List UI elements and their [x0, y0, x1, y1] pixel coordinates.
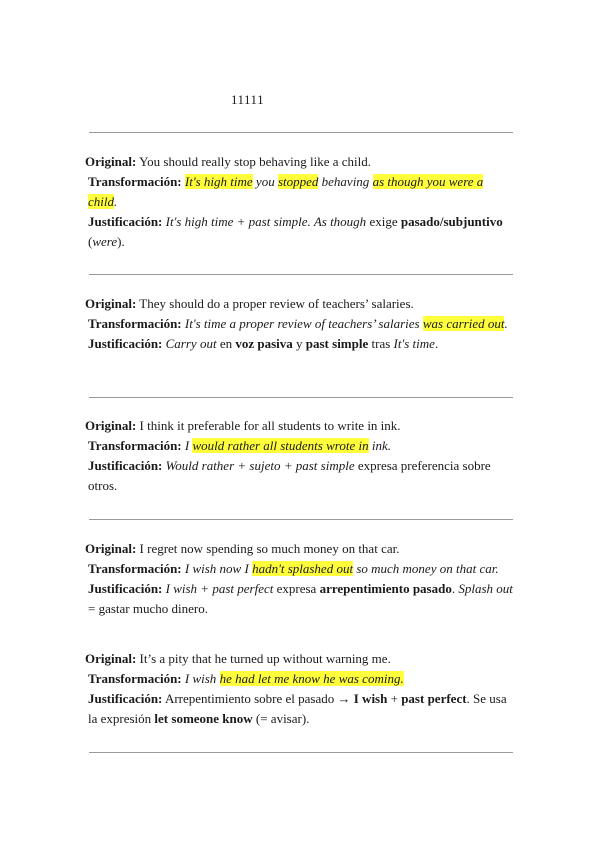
- text-run: expresa: [273, 581, 320, 596]
- original-text: They should do a proper review of teachers’ salaries.: [139, 296, 414, 311]
- text-run: exige: [366, 214, 401, 229]
- text-run: so much money on that car.: [353, 561, 499, 576]
- exercise-entry: [85, 416, 515, 496]
- justification-label: Justificación:: [88, 691, 163, 706]
- text-run: It's time: [393, 336, 435, 351]
- text-run: I wish: [184, 671, 220, 686]
- text-run: en: [216, 336, 236, 351]
- original-text: I regret now spending so much money on that car.: [139, 541, 400, 556]
- text-run: I wish now I: [184, 561, 253, 576]
- text-run: would rather all students wrote in: [192, 438, 369, 453]
- transformation-line: [85, 172, 515, 212]
- original-line: [85, 152, 515, 172]
- transformation-line: [85, 436, 515, 456]
- text-run: expresa preferencia sobre otros.: [88, 458, 491, 493]
- divider: [89, 397, 513, 398]
- original-text: I think it preferable for all students to write in ink.: [139, 418, 401, 433]
- divider: [89, 519, 513, 520]
- text-run: was carried out: [422, 316, 505, 331]
- exercise-entry: [85, 152, 515, 252]
- text-run: arrepentimiento pasado: [319, 581, 452, 596]
- original-label: Original:: [85, 154, 137, 169]
- text-run: It's time a proper review of teachers’ salaries: [184, 316, 423, 331]
- justification-label: Justificación:: [88, 336, 163, 351]
- text-run: +: [387, 691, 402, 706]
- transformation-line: [85, 669, 515, 689]
- transformation-label: Transformación:: [88, 174, 182, 189]
- text-run: Would rather + sujeto + past simple: [165, 458, 355, 473]
- text-run: were: [92, 234, 118, 249]
- exercise-entry: [85, 294, 515, 354]
- transformation-label: Transformación:: [88, 438, 182, 453]
- transformation-text: [185, 561, 499, 576]
- original-text: You should really stop behaving like a child.: [139, 154, 371, 169]
- original-text: It’s a pity that he turned up without warning me.: [139, 651, 391, 666]
- exercise-entry: [85, 649, 515, 729]
- original-label: Original:: [85, 296, 137, 311]
- text-run: It's high time + past simple. As though: [165, 214, 367, 229]
- original-label: Original:: [85, 541, 137, 556]
- original-line: [85, 539, 515, 559]
- justification-line: [85, 456, 515, 496]
- page-number: 11111: [231, 92, 265, 107]
- original-line: [85, 649, 515, 669]
- text-run: let someone know: [154, 711, 253, 726]
- exercise-entry: [85, 539, 515, 619]
- justification-label: Justificación:: [88, 458, 163, 473]
- text-run: I wish + past perfect: [165, 581, 274, 596]
- text-run: I: [184, 438, 193, 453]
- text-run: past perfect: [401, 691, 467, 706]
- justification-line: [85, 579, 515, 619]
- justification-label: Justificación:: [88, 214, 163, 229]
- text-run: ink.: [368, 438, 391, 453]
- text-run: past simple: [305, 336, 369, 351]
- text-run: Splash out: [458, 581, 513, 596]
- text-run: behaving: [318, 174, 373, 189]
- text-run: Arrepentimiento sobre el pasado →: [164, 691, 354, 706]
- text-run: (= avisar).: [252, 711, 310, 726]
- text-run: Carry out: [165, 336, 217, 351]
- justification-line: [85, 689, 515, 729]
- text-run: It's high time: [184, 174, 253, 189]
- text-run: (: [88, 234, 93, 249]
- justification-line: [85, 334, 515, 354]
- transformation-text: [185, 438, 391, 453]
- justification-text: [166, 336, 439, 351]
- text-run: as though you were a child: [88, 174, 484, 209]
- text-run: .: [504, 316, 508, 331]
- divider: [89, 752, 513, 753]
- text-run: stopped: [277, 174, 319, 189]
- transformation-text: [185, 671, 404, 686]
- original-line: [85, 416, 515, 436]
- text-run: .: [451, 581, 459, 596]
- text-run: I wish: [353, 691, 388, 706]
- transformation-label: Transformación:: [88, 561, 182, 576]
- transformation-line: [85, 559, 515, 579]
- transformation-line: [85, 314, 515, 334]
- text-run: voz pasiva: [235, 336, 293, 351]
- text-run: ).: [117, 234, 125, 249]
- text-run: y: [292, 336, 306, 351]
- text-run: you: [252, 174, 278, 189]
- original-label: Original:: [85, 418, 137, 433]
- original-line: [85, 294, 515, 314]
- divider: [89, 132, 513, 133]
- original-label: Original:: [85, 651, 137, 666]
- justification-line: [85, 212, 515, 252]
- justification-label: Justificación:: [88, 581, 163, 596]
- text-run: pasado/subjuntivo: [400, 214, 503, 229]
- text-run: hadn't splashed out: [252, 561, 354, 576]
- transformation-label: Transformación:: [88, 671, 182, 686]
- text-run: .: [434, 336, 439, 351]
- divider: [89, 274, 513, 275]
- transformation-label: Transformación:: [88, 316, 182, 331]
- text-run: = gastar mucho dinero.: [88, 601, 208, 616]
- text-run: he had let me know he was coming.: [219, 671, 404, 686]
- text-run: tras: [368, 336, 394, 351]
- text-run: .: [114, 194, 118, 209]
- text-run: . Se usa la expresión: [88, 691, 507, 726]
- transformation-text: [185, 316, 508, 331]
